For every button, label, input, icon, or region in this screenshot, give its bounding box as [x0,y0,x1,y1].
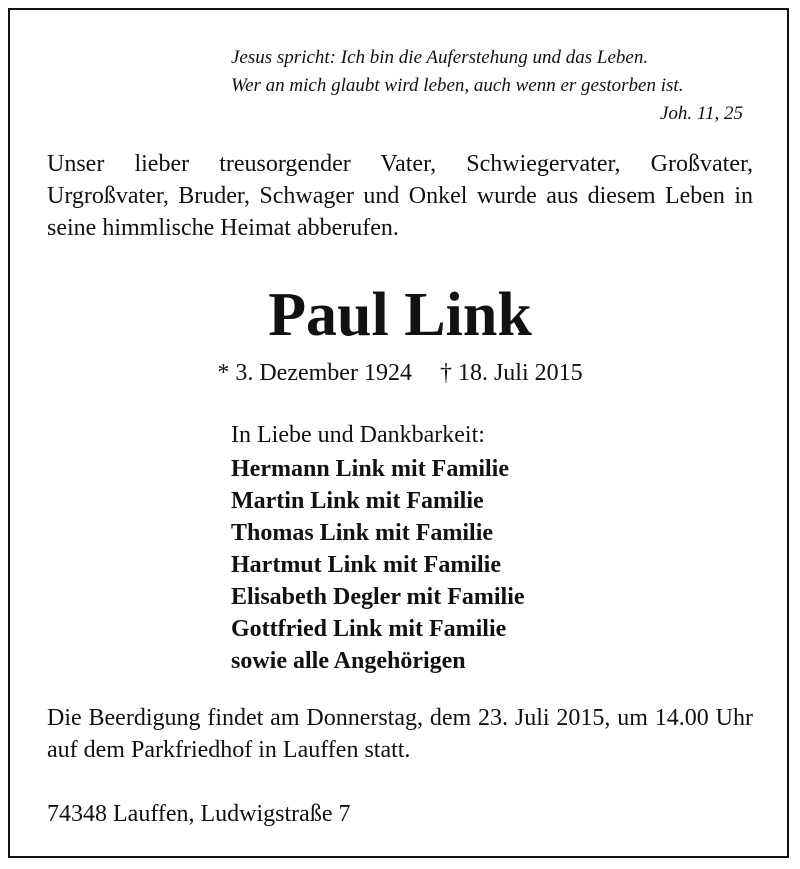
mourner-name: sowie alle Angehörigen [231,648,466,674]
family-address: 74348 Lauffen, Ludwigstraße 7 [47,801,351,827]
birth-date: * 3. Dezember 1924 [217,360,412,386]
mourner-name: Gottfried Link mit Familie [231,616,507,642]
bible-verse [231,44,751,128]
mourner-name: Martin Link mit Familie [231,488,484,514]
mourners-lead: In Liebe und Dankbarkeit: [231,422,485,448]
mourners-block [231,419,751,677]
mourner-name: Hermann Link mit Familie [231,456,509,482]
funeral-info: Die Beerdigung findet am Donnerstag, dem 23. Juli 2015, um 14.00 Uhr auf dem Parkfriedhof in Lauffen statt. [47,705,753,763]
mourner-name: Hartmut Link mit Familie [231,552,501,578]
death-date: † 18. Juli 2015 [439,360,583,386]
verse-reference: Joh. 11, 25 [659,103,743,124]
verse-line-1: Jesus spricht: Ich bin die Auferstehung und das Leben. [231,47,649,68]
verse-line-2: Wer an mich glaubt wird leben, auch wenn er gestorben ist. [231,75,684,96]
deceased-name: Paul Link [268,281,532,349]
intro-text: Unser lieber treusorgender Vater, Schwiegervater, Großvater, Urgroßvater, Bruder, Schwager und Onkel wurde aus diesem Leben in seine himmlische Heimat abberufen. [47,151,753,241]
mourner-name: Elisabeth Degler mit Familie [231,584,525,610]
life-dates [0,357,800,389]
mourner-name: Thomas Link mit Familie [231,520,494,546]
